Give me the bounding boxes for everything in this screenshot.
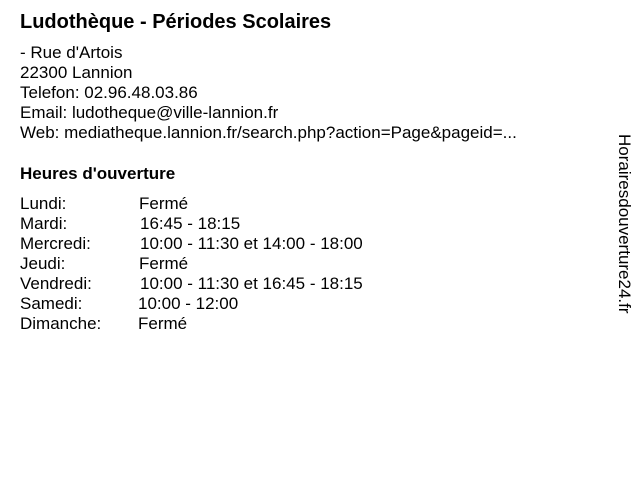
day-label: Mardi: [20, 214, 68, 233]
address-block [20, 43, 517, 143]
day-hours: Fermé [139, 254, 189, 273]
day-label: Vendredi: [20, 274, 92, 293]
side-brand-watermark: Horairesdouverture24.fr [615, 134, 634, 314]
city-address: 22300 Lannion [20, 63, 133, 82]
phone-line: Telefon: 02.96.48.03.86 [20, 83, 198, 102]
website-line: Web: mediatheque.lannion.fr/search.php?action=Page&pageid=... [20, 123, 517, 142]
day-label: Samedi: [20, 294, 83, 313]
day-hours: 16:45 - 18:15 [140, 214, 241, 233]
day-label: Dimanche: [20, 314, 102, 333]
page-title: Ludothèque - Périodes Scolaires [20, 11, 332, 33]
day-hours: Fermé [138, 314, 188, 333]
day-label: Mercredi: [20, 234, 91, 253]
email-line: Email: ludotheque@ville-lannion.fr [20, 103, 279, 122]
opening-hours-heading: Heures d'ouverture [20, 164, 176, 183]
day-hours: 10:00 - 11:30 et 14:00 - 18:00 [140, 234, 363, 253]
day-hours: 10:00 - 12:00 [138, 294, 239, 313]
street-address: - Rue d'Artois [20, 43, 123, 62]
day-hours: 10:00 - 11:30 et 16:45 - 18:15 [140, 274, 363, 293]
day-label: Lundi: [20, 194, 67, 213]
day-label: Jeudi: [20, 254, 66, 273]
day-hours: Fermé [139, 194, 189, 213]
